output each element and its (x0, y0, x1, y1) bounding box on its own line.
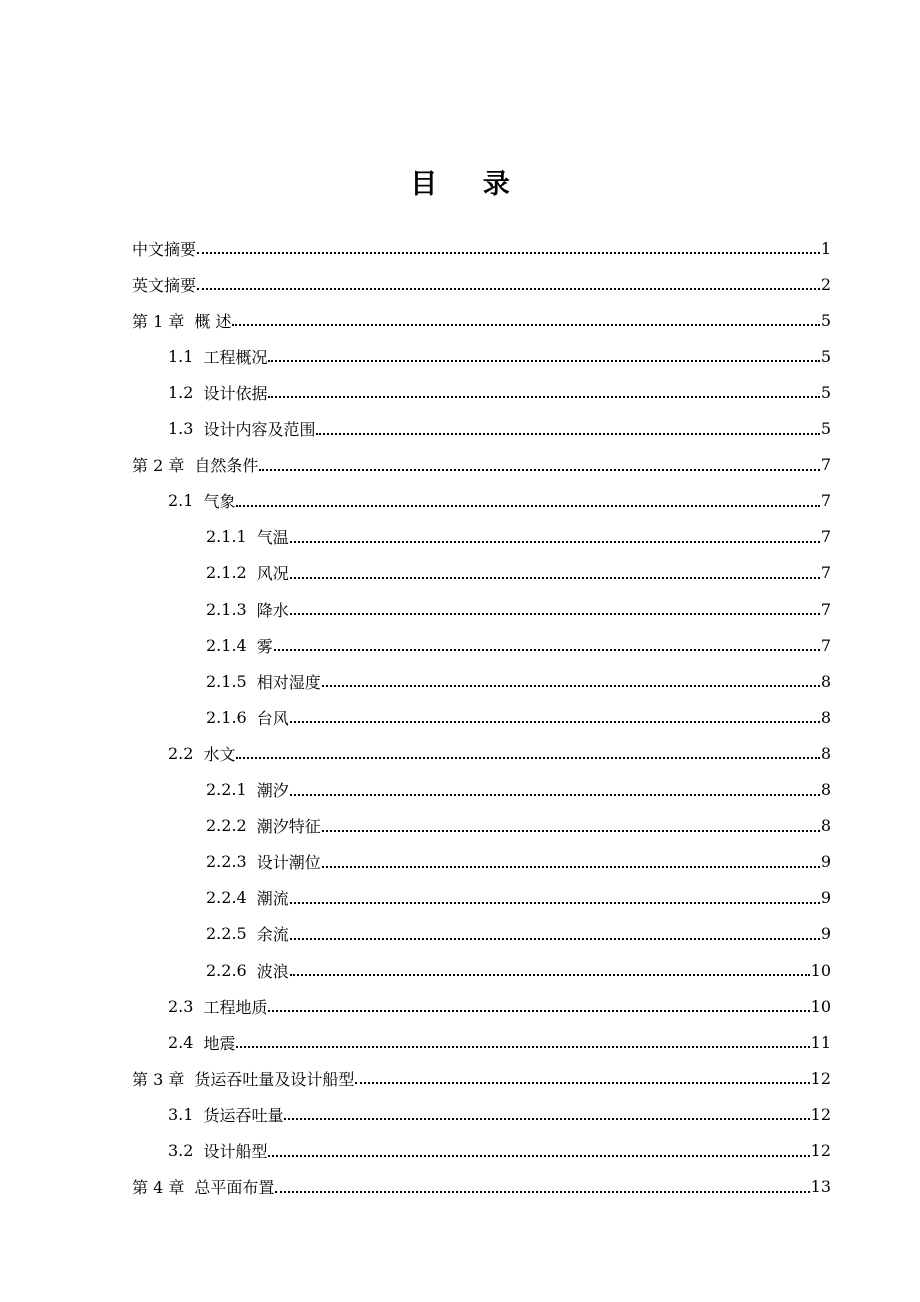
toc-entry-title: 气象 (203, 492, 236, 512)
toc-entry-number: 2.1.1 (206, 527, 247, 547)
toc-dot-leader (268, 1009, 809, 1012)
toc-entry-page-number: 8 (820, 780, 831, 799)
toc-entry[interactable] (132, 266, 831, 302)
toc-entry-title: 地震 (203, 1033, 236, 1053)
toc-entry-page-number: 5 (820, 382, 831, 402)
toc-entry[interactable] (132, 1060, 831, 1096)
toc-entry-number: 2.1.3 (206, 599, 247, 619)
toc-entry-page-number: 10 (810, 960, 831, 980)
toc-entry-title: 潮汐 (256, 781, 289, 800)
toc-entry[interactable] (168, 338, 831, 374)
toc-entry-title: 风况 (256, 564, 289, 584)
toc-entry-title: 波浪 (256, 961, 289, 981)
toc-entry-page-number: 12 (810, 1068, 831, 1088)
toc-entry[interactable] (206, 555, 831, 591)
toc-entry[interactable] (206, 772, 831, 808)
toc-entry[interactable] (132, 302, 831, 338)
toc-entry-number: 1.3 (168, 419, 194, 438)
toc-entry-number: 2.2.3 (206, 852, 247, 872)
toc-entry-title: 概 述 (194, 311, 232, 331)
toc-entry-title: 设计船型 (203, 1142, 268, 1161)
toc-dot-leader (290, 540, 820, 543)
toc-dot-leader (322, 865, 820, 868)
toc-dot-leader (274, 648, 820, 651)
toc-entry[interactable] (168, 1096, 831, 1132)
toc-entry-title: 货运吞吐量及设计船型 (194, 1069, 355, 1089)
toc-entry-page-number: 5 (820, 346, 831, 366)
toc-entry-page-number: 7 (820, 527, 831, 547)
toc-dot-leader (236, 1045, 809, 1048)
toc-entry[interactable] (132, 230, 831, 266)
toc-entry[interactable] (206, 591, 831, 627)
toc-dot-leader (322, 829, 820, 832)
toc-entry-page-number: 7 (820, 563, 831, 583)
toc-dot-leader (355, 1081, 809, 1084)
toc-entry-number: 2.1.6 (206, 707, 247, 727)
toc-entry-page-number: 8 (820, 671, 831, 691)
toc-entry-title: 总平面布置 (194, 1178, 275, 1198)
toc-dot-leader (284, 1117, 809, 1120)
toc-entry[interactable] (168, 411, 831, 447)
toc-dot-leader (290, 937, 820, 940)
toc-entry-number: 3.2 (168, 1141, 194, 1160)
toc-entry-page-number: 8 (820, 816, 831, 836)
toc-entry[interactable] (206, 627, 831, 663)
toc-entry-number: 第 4 章 (132, 1178, 185, 1198)
toc-entry-title: 相对湿度 (256, 672, 321, 692)
toc-entry-page-number: 1 (820, 238, 831, 258)
toc-entry-title: 水文 (203, 744, 236, 764)
toc-entry-number: 2.2.1 (206, 780, 247, 799)
toc-entry-number: 3.1 (168, 1104, 194, 1124)
toc-entry[interactable] (168, 483, 831, 519)
toc-entry-title: 设计潮位 (256, 853, 321, 873)
toc-entry[interactable] (168, 1024, 831, 1060)
toc-dot-leader (197, 251, 820, 254)
toc-entry-number: 2.1.4 (206, 635, 247, 655)
toc-entry-number: 第 3 章 (132, 1069, 185, 1089)
toc-entry-title: 设计依据 (203, 383, 268, 403)
toc-dot-leader (232, 323, 819, 326)
toc-entry[interactable] (132, 1169, 831, 1205)
toc-dot-leader (290, 576, 820, 579)
toc-entry[interactable] (206, 519, 831, 555)
toc-entry-page-number: 7 (820, 635, 831, 655)
toc-entry-title: 雾 (256, 636, 273, 656)
toc-entry-title: 潮流 (256, 889, 289, 909)
toc-entry-page-number: 5 (820, 310, 831, 330)
toc-entry[interactable] (168, 735, 831, 771)
toc-dot-leader (290, 720, 820, 723)
toc-entry-number: 第 1 章 (132, 311, 185, 331)
toc-dot-leader (236, 756, 819, 759)
toc-entry[interactable] (168, 1133, 831, 1169)
toc-entry-page-number: 9 (820, 888, 831, 908)
toc-entry-page-number: 9 (820, 924, 831, 944)
toc-entry-number: 1.1 (168, 346, 194, 366)
toc-entry-number: 2.2.5 (206, 924, 247, 944)
toc-entry-number: 第 2 章 (132, 456, 185, 476)
toc-dot-leader (316, 432, 819, 435)
toc-dot-leader (236, 504, 819, 507)
toc-dot-leader (290, 901, 820, 904)
toc-dot-leader (290, 973, 810, 976)
toc-dot-leader (268, 395, 819, 398)
toc-entry-page-number: 8 (820, 743, 831, 763)
toc-dot-leader (197, 287, 820, 290)
toc-entry-title: 降水 (256, 600, 289, 620)
toc-entry[interactable] (168, 374, 831, 410)
toc-entry-number: 2.2 (168, 743, 194, 763)
toc-entry-number: 2.2.4 (206, 888, 247, 908)
toc-entry[interactable] (206, 663, 831, 699)
toc-entry-page-number: 8 (820, 707, 831, 727)
toc-entry-title: 台风 (256, 708, 289, 728)
toc-dot-leader (268, 1154, 809, 1157)
toc-dot-leader (259, 468, 819, 471)
page-title: 目 录 (410, 169, 528, 200)
toc-entry-title: 自然条件 (194, 456, 259, 476)
toc-entry-title: 工程概况 (203, 347, 268, 367)
toc-entry-title: 中文摘要 (132, 239, 197, 259)
toc-entry[interactable] (206, 880, 831, 916)
toc-entry-page-number: 12 (810, 1141, 831, 1160)
toc-entry[interactable] (206, 916, 831, 952)
toc-entry[interactable] (206, 808, 831, 844)
toc-entry-title: 气温 (256, 528, 289, 548)
toc-dot-leader (268, 359, 819, 362)
toc-entry-number: 2.4 (168, 1032, 194, 1052)
toc-entry-title: 货运吞吐量 (203, 1105, 284, 1125)
toc-entry-page-number: 5 (820, 419, 831, 438)
toc-entry-number: 1.2 (168, 382, 194, 402)
toc-entry-title: 英文摘要 (132, 275, 197, 295)
toc-entry[interactable] (206, 699, 831, 735)
toc-entry-number: 2.2.6 (206, 960, 247, 980)
toc-entry-number: 2.1.5 (206, 671, 247, 691)
toc-dot-leader (290, 612, 820, 615)
toc-entry[interactable] (132, 447, 831, 483)
toc-entry-page-number: 13 (810, 1177, 831, 1197)
toc-entry-page-number: 7 (820, 455, 831, 475)
toc-dot-leader (290, 793, 820, 796)
toc-entry-page-number: 7 (820, 491, 831, 511)
toc-entry[interactable] (206, 952, 831, 988)
toc-entry-title: 工程地质 (203, 997, 268, 1017)
toc-entry-title: 潮汐特征 (256, 817, 321, 837)
toc-entry-number: 2.1 (168, 491, 194, 511)
toc-entry-number: 2.1.2 (206, 563, 247, 583)
toc-entry-number: 2.3 (168, 996, 194, 1016)
toc-entry-title: 余流 (256, 925, 289, 945)
toc-entry-page-number: 2 (820, 274, 831, 294)
toc-entry[interactable] (206, 844, 831, 880)
toc-entry-page-number: 11 (810, 1032, 831, 1052)
toc-entry-page-number: 9 (820, 852, 831, 872)
toc-entry-page-number: 10 (810, 996, 831, 1016)
toc-entry-title: 设计内容及范围 (203, 420, 316, 439)
toc-dot-leader (322, 684, 820, 687)
toc-entry-number: 2.2.2 (206, 816, 247, 836)
toc-entry-page-number: 12 (810, 1104, 831, 1124)
toc-entry[interactable] (168, 988, 831, 1024)
toc-entry-page-number: 7 (820, 599, 831, 619)
toc-dot-leader (275, 1190, 809, 1193)
